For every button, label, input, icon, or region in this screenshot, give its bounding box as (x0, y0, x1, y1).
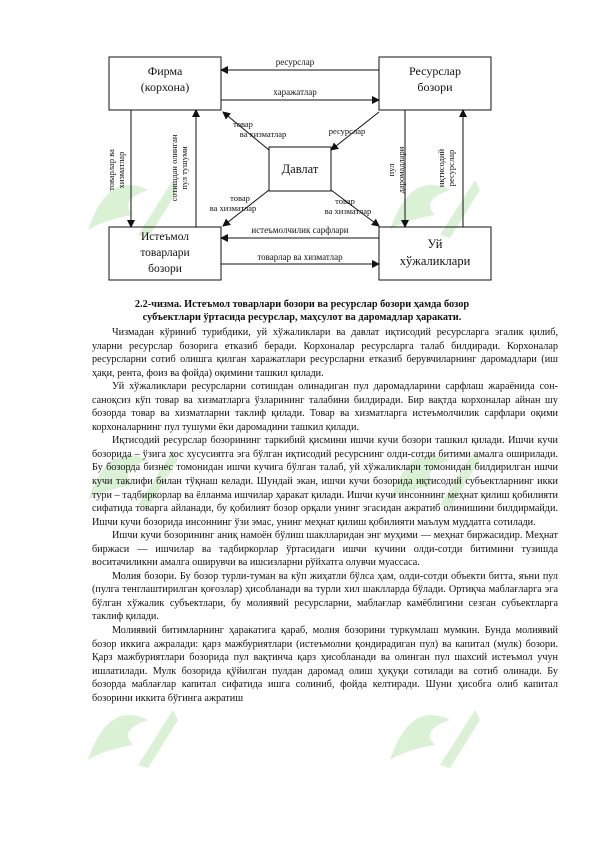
firm-label-line2: (корхона) (140, 80, 190, 94)
firm-label-line1: Фирма (147, 64, 183, 78)
label-top-expenses: харажатлар (273, 87, 317, 97)
paragraph: Иқтисодий ресурслар бозорининг таркибий қисмини ишчи кучи бозори ташкил қилади. Ишчи кучи бозорида – ўзига хос хусусиятга эга бўлган иқтисодий ресурснинг олди-сотди битими амалга оширилади. Бу бозорда бизнес томонидан ишчи кучига бўлган талаб, уй хўжаликлари томонидан билдирилган ишчи кучи таклифи билан тўқнаш келади. Шундай экан, ишчи кучи бозорида иқтисодий субъектларнинг икки тури – тадбиркорлар ва ёлланма ишчилар ҳаракат қилади. Ишчи кучи инсоннинг меҳнат қилиш қобилияти сифатида товарга айланади, бу қобилият бозор орқали унинг эгасидан ажратиб олинишини билдирмайди. Ишчи кучи бозорида инсоннинг ўзи эмас, унинг меҳнат қилиш қобилияти маълум муддатга сотилади. (92, 435, 558, 528)
label-v-revenue-line1: сотишдан олинган (169, 134, 179, 202)
caption-line: 2.2-чизма. Истеъмол товарлари бозори ва ресурслар бозори ҳамда бозор (134, 299, 470, 310)
body-text (92, 326, 558, 705)
caption-line: субъектлари ўртасида ресурслар, маҳсулот ва даромадлар ҳаракати. (142, 312, 462, 323)
label-ul-goods-line2: ва хизматлар (239, 129, 287, 139)
label-v-goods-line1: товарлар ва (106, 149, 116, 191)
consumer-market-label-line2: товарлари (140, 247, 190, 259)
state-label: Давлат (281, 162, 319, 176)
flow-diagram (0, 0, 596, 300)
consumer-market-label-line3: бозори (148, 263, 182, 275)
label-v-income-line2: даромадлари (396, 146, 406, 194)
label-v-goods-line2: хизматлар (116, 151, 126, 189)
label-ul-goods-line1: товар (233, 119, 253, 129)
resource-market-label-line2: бозори (417, 80, 453, 94)
label-v-resources-line2: ресурслар (446, 149, 456, 187)
label-lr-goods-line1: товар (335, 196, 355, 206)
paragraph: Чизмадан кўриниб турибдики, уй хўжаликлари ва давлат иқтисодий ресурсларга эгалик қилиб, уларни ресурслар бозорига етказиб беради. Корхоналар ресурсларга талаб билдиради. Корхоналар ресурсларни сотиб олишга қилган харажатлари ресурсларни етказиб берувчиларнинг даромадлари (иш ҳақи, рента, фоиз ва фойда) оқимини ташкил қилади. (92, 327, 558, 379)
label-lr-goods-line2: ва хизматлар (324, 206, 372, 216)
resource-market-label-line1: Ресурслар (409, 64, 461, 78)
label-v-income-line1: пул (386, 163, 396, 177)
label-v-revenue-line2: пул тушуми (179, 146, 189, 190)
label-v-resources-line1: иқтисодий (436, 148, 446, 188)
households-label-line1: Уй (427, 237, 443, 251)
paragraph: Молия бозори. Бу бозор турли-туман ва кўп жиҳатли бўлса ҳам, олди-сотди объекти битта, яъни пул (пулга тенглаштирилган қоғозлар) ҳисобланади ва турли хил шаклларда бўлади. Ортиқча маблағларга эга бўлган хўжалик субъектлари, бу молиявий ресурсларни, маблағлар камёблигини сезган субъектларга таклиф қилади. (92, 570, 558, 623)
label-goods-bottom: товарлар ва хизматлар (257, 252, 343, 262)
label-top-resources: ресурслар (275, 57, 315, 67)
paragraph: Ишчи кучи бозорининг аниқ намоён бўлиш шаклларидан энг муҳими — меҳнат биржасидир. Меҳнат биржаси — ишчилар ва тадбиркорлар ўртасидаги ишчи кучини олди-сотди битимини тузишда воситачиликни амалга оширувчи ва ишсизларни рўйхатга олувчи муассаса. (92, 530, 558, 569)
figure-caption (92, 298, 512, 324)
label-ll-goods-line1: товар (230, 193, 250, 203)
paragraph: Молиявий битимларнинг ҳаракатига қараб, молия бозорини туркумлаш мумкин. Бунда молиявий бозор иккига ажралади: қарз мажбуриятлари (истеъмолни қондирадиган пул) ва капитал (мулк) бозори. Қарз мажбуриятлари бозорида пул вақтинча қарз ҳисобланади ва олинган пул шахсий истеъмол учун ишлатилади. Мулк бозорида қўйилган пулдан даромад олиш ҳуқуқи сотилади ва сотиб олинади. Бу бозорда маблағлар капитал сифатида ишга солиниб, фойда келтиради. Шуни ҳисобга олиб капитал бозорини иккита бўгинга ажратиш (92, 625, 558, 704)
paragraph: Уй хўжаликлари ресурсларни сотишдан олинадиган пул даромадларини сарфлаш жараёнида сон-саноқсиз кўп товар ва хизматларга ўзларининг талабини билдиради. Бир вақтда корхоналар айнан шу бозорда товар ва хизматларни таклиф қилади. Товар ва хизматларга истеъмолчилик сарфлари оқими корхоналарнинг пул тушуми ёки даромадини ташкил қилади. (92, 381, 558, 433)
label-ll-goods-line2: ва хизматлар (209, 203, 257, 213)
consumer-market-label-line1: Истеъмол (140, 231, 190, 243)
label-consumer-spending: истеъмолчилик сарфлари (251, 225, 349, 235)
households-label-line2: хўжаликлари (399, 254, 471, 268)
label-ur-resources: ресурслар (328, 126, 366, 136)
